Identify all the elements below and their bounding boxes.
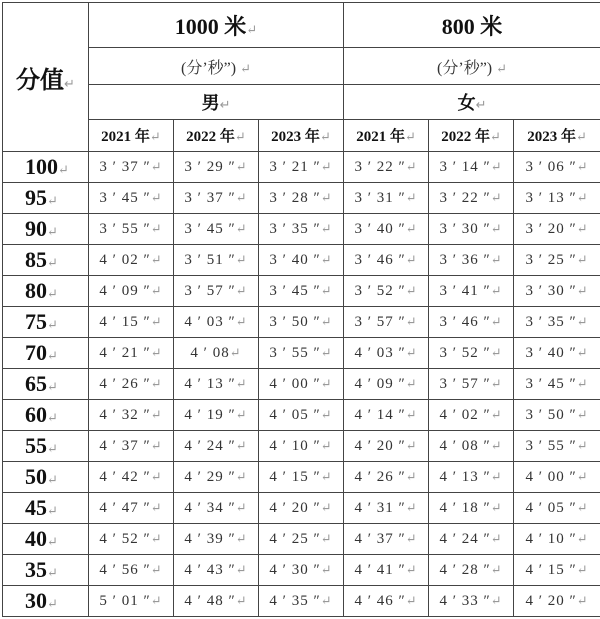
time-cell: 3 ′ 52 ″↵	[344, 276, 429, 307]
return-mark: ↵	[575, 129, 587, 144]
return-mark: ↵	[150, 158, 163, 174]
table-row	[3, 369, 600, 400]
event-header-row	[3, 3, 600, 48]
time-cell: 4 ′ 05 ″↵	[514, 493, 600, 524]
return-mark: ↵	[246, 21, 258, 37]
time-cell: 3 ′ 40 ″↵	[259, 245, 344, 276]
table-row	[3, 214, 600, 245]
time-cell: 3 ′ 57 ″↵	[344, 307, 429, 338]
time-cell: 4 ′ 41 ″↵	[344, 555, 429, 586]
return-mark: ↵	[47, 596, 58, 611]
return-mark: ↵	[58, 162, 69, 177]
return-mark: ↵	[150, 468, 163, 484]
return-mark: ↵	[240, 60, 252, 76]
return-mark: ↵	[490, 344, 503, 360]
time-cell: 4 ′ 13 ″↵	[429, 462, 514, 493]
return-mark: ↵	[576, 282, 589, 298]
time-cell: 4 ′ 02 ″↵	[89, 245, 174, 276]
return-mark: ↵	[150, 344, 163, 360]
time-cell: 3 ′ 41 ″↵	[429, 276, 514, 307]
return-mark: ↵	[405, 189, 418, 205]
score-cell: 50↵	[3, 462, 89, 493]
time-cell: 4 ′ 30 ″↵	[259, 555, 344, 586]
time-cell: 4 ′ 37 ″↵	[89, 431, 174, 462]
return-mark: ↵	[235, 313, 248, 329]
time-cell: 3 ′ 46 ″↵	[429, 307, 514, 338]
time-cell: 3 ′ 45 ″↵	[514, 369, 600, 400]
time-cell: 3 ′ 06 ″↵	[514, 152, 600, 183]
time-cell: 4 ′ 29 ″↵	[174, 462, 259, 493]
return-mark: ↵	[576, 437, 589, 453]
score-cell: 90↵	[3, 214, 89, 245]
return-mark: ↵	[490, 406, 503, 422]
time-cell: 4 ′ 26 ″↵	[89, 369, 174, 400]
event-1000m-header: 1000 米↵	[89, 3, 344, 48]
score-cell: 60↵	[3, 400, 89, 431]
time-cell: 4 ′ 28 ″↵	[429, 555, 514, 586]
score-label: 分值	[16, 65, 65, 94]
return-mark: ↵	[320, 313, 333, 329]
return-mark: ↵	[490, 530, 503, 546]
score-cell: 85↵	[3, 245, 89, 276]
return-mark: ↵	[576, 220, 589, 236]
time-cell: 3 ′ 55 ″↵	[514, 431, 600, 462]
time-cell: 4 ′ 14 ″↵	[344, 400, 429, 431]
return-mark: ↵	[405, 561, 418, 577]
return-mark: ↵	[235, 437, 248, 453]
table-row	[3, 431, 600, 462]
return-mark: ↵	[149, 129, 161, 144]
return-mark: ↵	[490, 499, 503, 515]
return-mark: ↵	[235, 220, 248, 236]
time-cell: 4 ′ 02 ″↵	[429, 400, 514, 431]
score-cell: 40↵	[3, 524, 89, 555]
return-mark: ↵	[576, 468, 589, 484]
return-mark: ↵	[235, 561, 248, 577]
return-mark: ↵	[47, 317, 58, 332]
return-mark: ↵	[235, 251, 248, 267]
return-mark: ↵	[405, 406, 418, 422]
score-cell: 95↵	[3, 183, 89, 214]
time-cell: 4 ′ 37 ″↵	[344, 524, 429, 555]
return-mark: ↵	[320, 282, 333, 298]
time-cell: 3 ′ 55 ″↵	[259, 338, 344, 369]
time-cell: 4 ′ 42 ″↵	[89, 462, 174, 493]
return-mark: ↵	[576, 406, 589, 422]
return-mark: ↵	[150, 220, 163, 236]
return-mark: ↵	[320, 499, 333, 515]
return-mark: ↵	[490, 437, 503, 453]
return-mark: ↵	[47, 348, 58, 363]
time-cell: 4 ′ 43 ″↵	[174, 555, 259, 586]
score-cell: 80↵	[3, 276, 89, 307]
time-cell: 3 ′ 40 ″↵	[514, 338, 600, 369]
score-cell: 75↵	[3, 307, 89, 338]
return-mark: ↵	[490, 313, 503, 329]
sex-header-row	[3, 85, 600, 120]
year-header: 2023 年↵	[259, 120, 344, 152]
return-mark: ↵	[576, 499, 589, 515]
time-cell: 4 ′ 25 ″↵	[259, 524, 344, 555]
time-cell: 4 ′ 24 ″↵	[174, 431, 259, 462]
time-cell: 3 ′ 14 ″↵	[429, 152, 514, 183]
return-mark: ↵	[47, 410, 58, 425]
return-mark: ↵	[235, 406, 248, 422]
table-row	[3, 462, 600, 493]
return-mark: ↵	[47, 503, 58, 518]
time-cell: 4 ′ 24 ″↵	[429, 524, 514, 555]
table-row	[3, 276, 600, 307]
score-column-header	[3, 3, 89, 152]
table-row	[3, 307, 600, 338]
time-cell: 3 ′ 22 ″↵	[344, 152, 429, 183]
time-cell: 3 ′ 55 ″↵	[89, 214, 174, 245]
return-mark: ↵	[576, 592, 589, 608]
year-header: 2023 年↵	[514, 120, 600, 152]
return-mark: ↵	[47, 255, 58, 270]
return-mark: ↵	[229, 344, 242, 360]
table-row	[3, 183, 600, 214]
time-cell: 4 ′ 03 ″↵	[344, 338, 429, 369]
time-cell: 4 ′ 52 ″↵	[89, 524, 174, 555]
time-cell: 4 ′ 00 ″↵	[514, 462, 600, 493]
return-mark: ↵	[320, 530, 333, 546]
time-cell: 4 ′ 35 ″↵	[259, 586, 344, 617]
return-mark: ↵	[490, 468, 503, 484]
score-table	[2, 2, 600, 617]
table-row	[3, 152, 600, 183]
return-mark: ↵	[490, 375, 503, 391]
year-header: 2021 年↵	[89, 120, 174, 152]
return-mark: ↵	[235, 592, 248, 608]
return-mark: ↵	[405, 375, 418, 391]
time-cell: 3 ′ 35 ″↵	[514, 307, 600, 338]
year-header: 2022 年↵	[174, 120, 259, 152]
return-mark: ↵	[47, 379, 58, 394]
return-mark: ↵	[47, 472, 58, 487]
return-mark: ↵	[320, 220, 333, 236]
return-mark: ↵	[405, 592, 418, 608]
time-cell: 3 ′ 28 ″↵	[259, 183, 344, 214]
return-mark: ↵	[47, 441, 58, 456]
return-mark: ↵	[405, 313, 418, 329]
return-mark: ↵	[490, 220, 503, 236]
time-cell: 4 ′ 08 ″↵	[429, 431, 514, 462]
return-mark: ↵	[320, 251, 333, 267]
return-mark: ↵	[150, 189, 163, 205]
time-cell: 4 ′ 21 ″↵	[89, 338, 174, 369]
return-mark: ↵	[490, 282, 503, 298]
return-mark: ↵	[320, 437, 333, 453]
score-cell: 55↵	[3, 431, 89, 462]
return-mark: ↵	[320, 468, 333, 484]
time-cell: 4 ′ 47 ″↵	[89, 493, 174, 524]
return-mark: ↵	[320, 158, 333, 174]
return-mark: ↵	[235, 158, 248, 174]
return-mark: ↵	[576, 561, 589, 577]
time-cell: 4 ′ 10 ″↵	[259, 431, 344, 462]
return-mark: ↵	[490, 158, 503, 174]
return-mark: ↵	[320, 375, 333, 391]
time-cell: 4 ′ 20 ″↵	[259, 493, 344, 524]
return-mark: ↵	[405, 282, 418, 298]
time-cell: 4 ′ 33 ″↵	[429, 586, 514, 617]
return-mark: ↵	[150, 499, 163, 515]
time-cell: 3 ′ 25 ″↵	[514, 245, 600, 276]
unit-1000m: (分’秒”) ↵	[89, 48, 344, 85]
time-cell: 3 ′ 45 ″↵	[259, 276, 344, 307]
return-mark: ↵	[405, 220, 418, 236]
time-cell: 4 ′ 15 ″↵	[514, 555, 600, 586]
return-mark: ↵	[404, 129, 416, 144]
return-mark: ↵	[47, 534, 58, 549]
return-mark: ↵	[490, 189, 503, 205]
return-mark: ↵	[235, 530, 248, 546]
return-mark: ↵	[47, 286, 58, 301]
time-cell: 3 ′ 45 ″↵	[89, 183, 174, 214]
return-mark: ↵	[475, 98, 487, 113]
time-cell: 3 ′ 30 ″↵	[514, 276, 600, 307]
time-cell: 4 ′ 13 ″↵	[174, 369, 259, 400]
return-mark: ↵	[576, 530, 589, 546]
time-cell: 3 ′ 29 ″↵	[174, 152, 259, 183]
score-cell: 100↵	[3, 152, 89, 183]
time-cell: 4 ′ 03 ″↵	[174, 307, 259, 338]
return-mark: ↵	[235, 375, 248, 391]
table-row	[3, 555, 600, 586]
return-mark: ↵	[47, 565, 58, 580]
return-mark: ↵	[576, 158, 589, 174]
score-cell: 45↵	[3, 493, 89, 524]
time-cell: 4 ′ 56 ″↵	[89, 555, 174, 586]
return-mark: ↵	[234, 129, 246, 144]
return-mark: ↵	[405, 437, 418, 453]
return-mark: ↵	[405, 530, 418, 546]
time-cell: 4 ′ 46 ″↵	[344, 586, 429, 617]
time-cell: 3 ′ 37 ″↵	[174, 183, 259, 214]
sex-female: 女↵	[344, 85, 600, 120]
score-cell: 30↵	[3, 586, 89, 617]
score-cell: 70↵	[3, 338, 89, 369]
return-mark: ↵	[490, 561, 503, 577]
return-mark: ↵	[320, 592, 333, 608]
return-mark: ↵	[496, 60, 508, 76]
year-header: 2022 年↵	[429, 120, 514, 152]
time-cell: 3 ′ 21 ″↵	[259, 152, 344, 183]
table-row	[3, 586, 600, 617]
time-cell: 3 ′ 45 ″↵	[174, 214, 259, 245]
return-mark: ↵	[319, 129, 331, 144]
time-cell: 3 ′ 20 ″↵	[514, 214, 600, 245]
time-cell: 4 ′ 09 ″↵	[89, 276, 174, 307]
return-mark: ↵	[64, 76, 75, 92]
return-mark: ↵	[490, 592, 503, 608]
return-mark: ↵	[150, 406, 163, 422]
time-cell: 5 ′ 01 ″↵	[89, 586, 174, 617]
return-mark: ↵	[235, 468, 248, 484]
time-cell: 4 ′ 19 ″↵	[174, 400, 259, 431]
time-cell: 4 ′ 39 ″↵	[174, 524, 259, 555]
return-mark: ↵	[405, 344, 418, 360]
time-cell: 4 ′ 31 ″↵	[344, 493, 429, 524]
return-mark: ↵	[576, 251, 589, 267]
time-cell: 4 ′ 05 ″↵	[259, 400, 344, 431]
return-mark: ↵	[320, 189, 333, 205]
time-cell: 3 ′ 30 ″↵	[429, 214, 514, 245]
time-cell: 3 ′ 13 ″↵	[514, 183, 600, 214]
time-cell: 3 ′ 57 ″↵	[429, 369, 514, 400]
time-cell: 4 ′ 48 ″↵	[174, 586, 259, 617]
time-cell: 3 ′ 35 ″↵	[259, 214, 344, 245]
return-mark: ↵	[405, 468, 418, 484]
event-800m-header: 800 米	[344, 3, 600, 48]
unit-800m: (分’秒”) ↵	[344, 48, 600, 85]
time-cell: 3 ′ 37 ″↵	[89, 152, 174, 183]
return-mark: ↵	[235, 282, 248, 298]
return-mark: ↵	[47, 193, 58, 208]
return-mark: ↵	[150, 282, 163, 298]
return-mark: ↵	[219, 98, 231, 113]
table-row	[3, 524, 600, 555]
table-row	[3, 400, 600, 431]
time-cell: 4 ′ 20 ″↵	[344, 431, 429, 462]
return-mark: ↵	[150, 313, 163, 329]
return-mark: ↵	[150, 437, 163, 453]
time-cell: 3 ′ 51 ″↵	[174, 245, 259, 276]
table-row	[3, 493, 600, 524]
time-cell: 4 ′ 10 ″↵	[514, 524, 600, 555]
table-body	[3, 3, 600, 617]
return-mark: ↵	[150, 592, 163, 608]
time-cell: 4 ′ 20 ″↵	[514, 586, 600, 617]
year-header: 2021 年↵	[344, 120, 429, 152]
sex-male: 男↵	[89, 85, 344, 120]
return-mark: ↵	[576, 375, 589, 391]
table-row	[3, 338, 600, 369]
time-cell: 3 ′ 31 ″↵	[344, 183, 429, 214]
return-mark: ↵	[47, 224, 58, 239]
time-cell: 4 ′ 34 ″↵	[174, 493, 259, 524]
return-mark: ↵	[490, 251, 503, 267]
time-cell: 4 ′ 15 ″↵	[259, 462, 344, 493]
time-cell: 4 ′ 08↵	[174, 338, 259, 369]
return-mark: ↵	[320, 344, 333, 360]
return-mark: ↵	[235, 189, 248, 205]
return-mark: ↵	[320, 561, 333, 577]
time-cell: 3 ′ 57 ″↵	[174, 276, 259, 307]
time-cell: 3 ′ 50 ″↵	[514, 400, 600, 431]
return-mark: ↵	[576, 313, 589, 329]
table-row	[3, 245, 600, 276]
time-cell: 3 ′ 50 ″↵	[259, 307, 344, 338]
time-cell: 3 ′ 52 ″↵	[429, 338, 514, 369]
return-mark: ↵	[150, 251, 163, 267]
time-cell: 4 ′ 32 ″↵	[89, 400, 174, 431]
year-header-row	[3, 120, 600, 152]
return-mark: ↵	[150, 561, 163, 577]
return-mark: ↵	[405, 499, 418, 515]
time-cell: 3 ′ 40 ″↵	[344, 214, 429, 245]
time-cell: 3 ′ 46 ″↵	[344, 245, 429, 276]
time-cell: 4 ′ 00 ″↵	[259, 369, 344, 400]
time-cell: 3 ′ 22 ″↵	[429, 183, 514, 214]
return-mark: ↵	[405, 251, 418, 267]
time-cell: 4 ′ 09 ″↵	[344, 369, 429, 400]
time-cell: 4 ′ 15 ″↵	[89, 307, 174, 338]
time-cell: 4 ′ 26 ″↵	[344, 462, 429, 493]
time-cell: 4 ′ 18 ″↵	[429, 493, 514, 524]
return-mark: ↵	[320, 406, 333, 422]
unit-header-row	[3, 48, 600, 85]
return-mark: ↵	[150, 530, 163, 546]
return-mark: ↵	[235, 499, 248, 515]
time-cell: 3 ′ 36 ″↵	[429, 245, 514, 276]
return-mark: ↵	[576, 189, 589, 205]
return-mark: ↵	[150, 375, 163, 391]
score-cell: 65↵	[3, 369, 89, 400]
score-cell: 35↵	[3, 555, 89, 586]
return-mark: ↵	[405, 158, 418, 174]
return-mark: ↵	[489, 129, 501, 144]
return-mark: ↵	[576, 344, 589, 360]
